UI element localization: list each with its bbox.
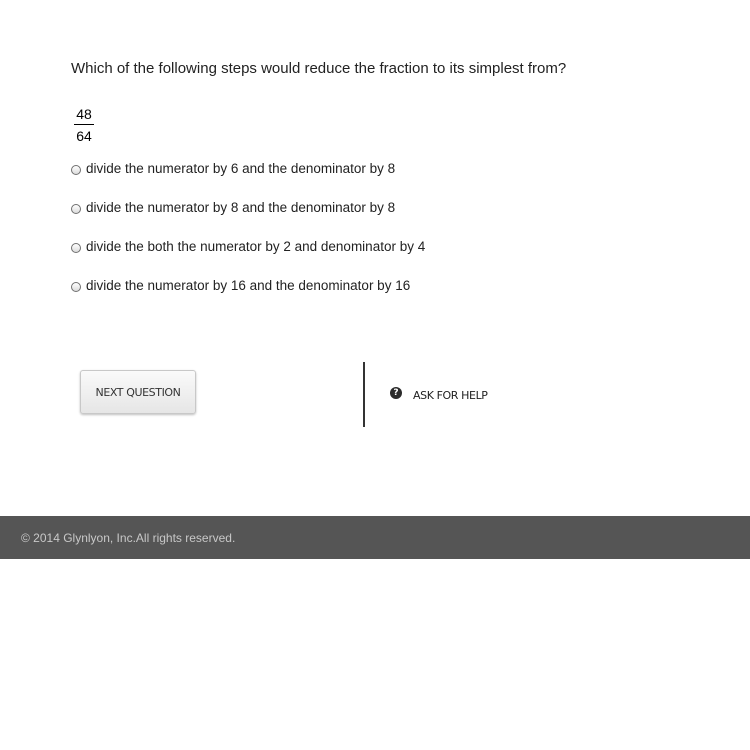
answer-radio-1[interactable] (71, 165, 81, 175)
answer-option-4[interactable] (71, 275, 425, 295)
ask-for-help-label[interactable]: ASK FOR HELP (413, 389, 488, 402)
question-text: Which of the following steps would reduce the fraction to its simplest from? (71, 60, 567, 77)
answer-radio-2[interactable] (71, 204, 81, 214)
next-question-button[interactable]: NEXT QUESTION (80, 370, 196, 414)
answer-radio-3[interactable] (71, 243, 81, 253)
answer-option-1[interactable] (71, 158, 425, 178)
answer-options (71, 158, 425, 314)
fraction-bar (74, 124, 94, 125)
fraction-denominator: 64 (76, 128, 92, 144)
footer (0, 516, 750, 559)
answer-radio-4[interactable] (71, 282, 81, 292)
copyright-text: © 2014 Glynlyon, Inc.All rights reserved. (21, 531, 236, 545)
answer-option-3[interactable] (71, 236, 425, 256)
answer-label-1[interactable]: divide the numerator by 6 and the denominator by 8 (86, 160, 396, 176)
vertical-divider (363, 362, 365, 427)
answer-label-2[interactable]: divide the numerator by 8 and the denominator by 8 (86, 199, 396, 215)
question-circle-icon: ? (390, 387, 402, 399)
answer-label-3[interactable]: divide the both the numerator by 2 and denominator by 4 (86, 238, 426, 254)
fraction-image (74, 106, 94, 144)
answer-label-4[interactable]: divide the numerator by 16 and the denominator by 16 (86, 277, 411, 293)
ask-for-help-button[interactable] (390, 386, 488, 402)
answer-option-2[interactable] (71, 197, 425, 217)
fraction-numerator: 48 (76, 106, 92, 122)
